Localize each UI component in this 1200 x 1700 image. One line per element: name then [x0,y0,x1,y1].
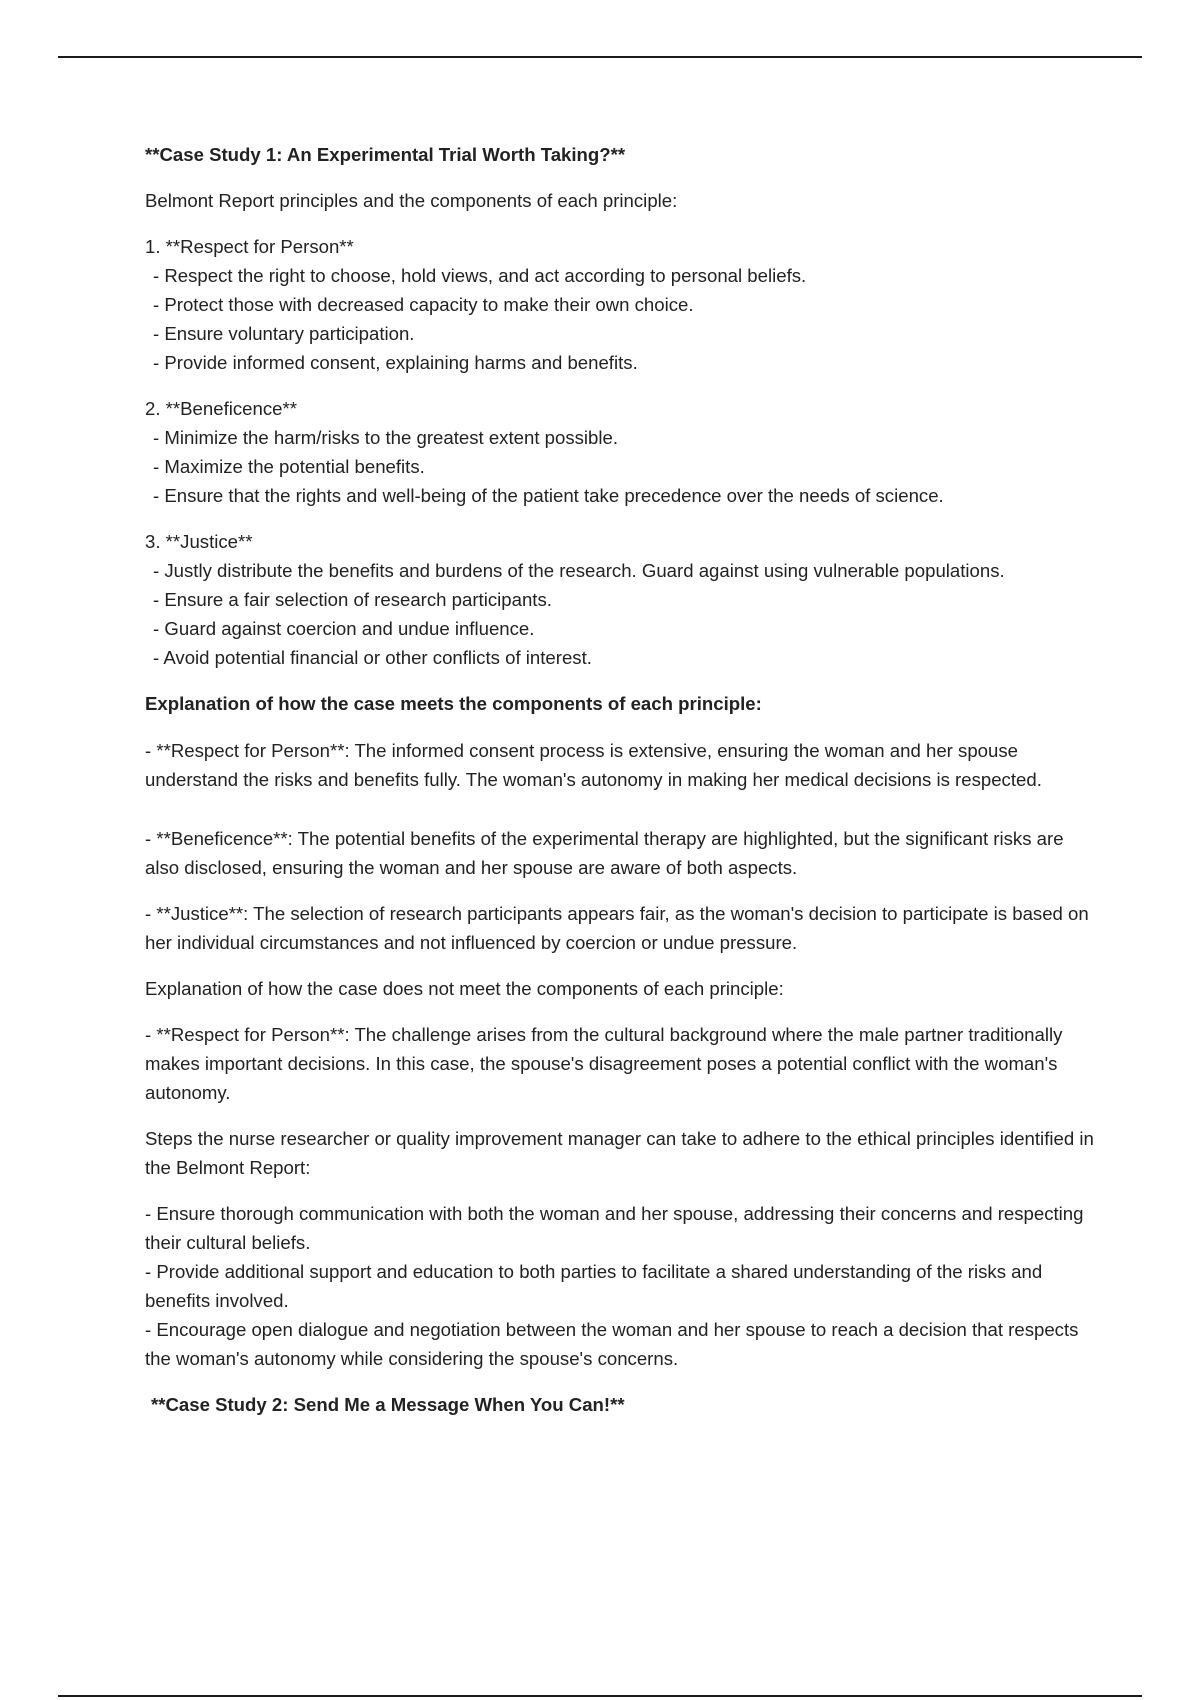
list-item: - Ensure a fair selection of research participants. [153,589,552,610]
not-meets-heading: Explanation of how the case does not meet the components of each principle: [145,978,784,999]
meets-paragraph: - **Beneficence**: The potential benefits of the experimental therapy are highlighted, but the significant risks are also disclosed, ensuring the woman and her spouse are aware of both aspects. [145,828,1064,878]
case1-title: **Case Study 1: An Experimental Trial Worth Taking?** [145,144,626,165]
list-item: - Provide informed consent, explaining harms and benefits. [153,352,638,373]
list-item: - Protect those with decreased capacity to make their own choice. [153,294,694,315]
principle-heading: 3. **Justice** [145,531,253,552]
principle-heading: 1. **Respect for Person** [145,236,354,257]
list-item: - Justly distribute the benefits and burdens of the research. Guard against using vulnerable populations. [153,560,1005,581]
meets-paragraph: - **Respect for Person**: The informed consent process is extensive, ensuring the woman and her spouse understand the risks and benefits fully. The woman's autonomy in making her medical decisions is respected. [145,740,1042,790]
list-item: - Ensure thorough communication with both the woman and her spouse, addressing their concerns and respecting their cultural beliefs. [145,1203,1084,1253]
meets-paragraph: - **Justice**: The selection of research participants appears fair, as the woman's decision to participate is based on her individual circumstances and not influenced by coercion or undue pressure. [145,903,1089,953]
list-item: - Ensure that the rights and well-being of the patient take precedence over the needs of science. [153,485,944,506]
list-item: - Provide additional support and education to both parties to facilitate a shared understanding of the risks and benefits involved. [145,1261,1043,1311]
principles-intro: Belmont Report principles and the components of each principle: [145,190,678,211]
bottom-rule [58,1695,1142,1697]
list-item: - Avoid potential financial or other conflicts of interest. [153,647,592,668]
case2-title: **Case Study 2: Send Me a Message When You Can!** [151,1394,625,1415]
steps-list [145,1199,1095,1373]
principle-respect [145,232,1095,377]
principle-justice [145,527,1095,672]
steps-heading: Steps the nurse researcher or quality improvement manager can take to adhere to the ethical principles identified in the Belmont Report: [145,1128,1094,1178]
list-item: - Minimize the harm/risks to the greatest extent possible. [153,427,619,448]
not-meets-paragraph: - **Respect for Person**: The challenge arises from the cultural background where the male partner traditionally makes important decisions. In this case, the spouse's disagreement poses a potential conflict with the woman's autonomy. [145,1024,1063,1103]
principle-beneficence [145,394,1095,510]
list-item: - Encourage open dialogue and negotiation between the woman and her spouse to reach a decision that respects the woman's autonomy while considering the spouse's concerns. [145,1319,1079,1369]
list-item: - Guard against coercion and undue influence. [153,618,535,639]
meets-heading: Explanation of how the case meets the components of each principle: [145,693,762,714]
list-item: - Respect the right to choose, hold views, and act according to personal beliefs. [153,265,807,286]
principle-heading: 2. **Beneficence** [145,398,297,419]
list-item: - Ensure voluntary participation. [153,323,415,344]
list-item: - Maximize the potential benefits. [153,456,425,477]
top-rule [58,56,1142,58]
document-body [145,140,1095,1419]
